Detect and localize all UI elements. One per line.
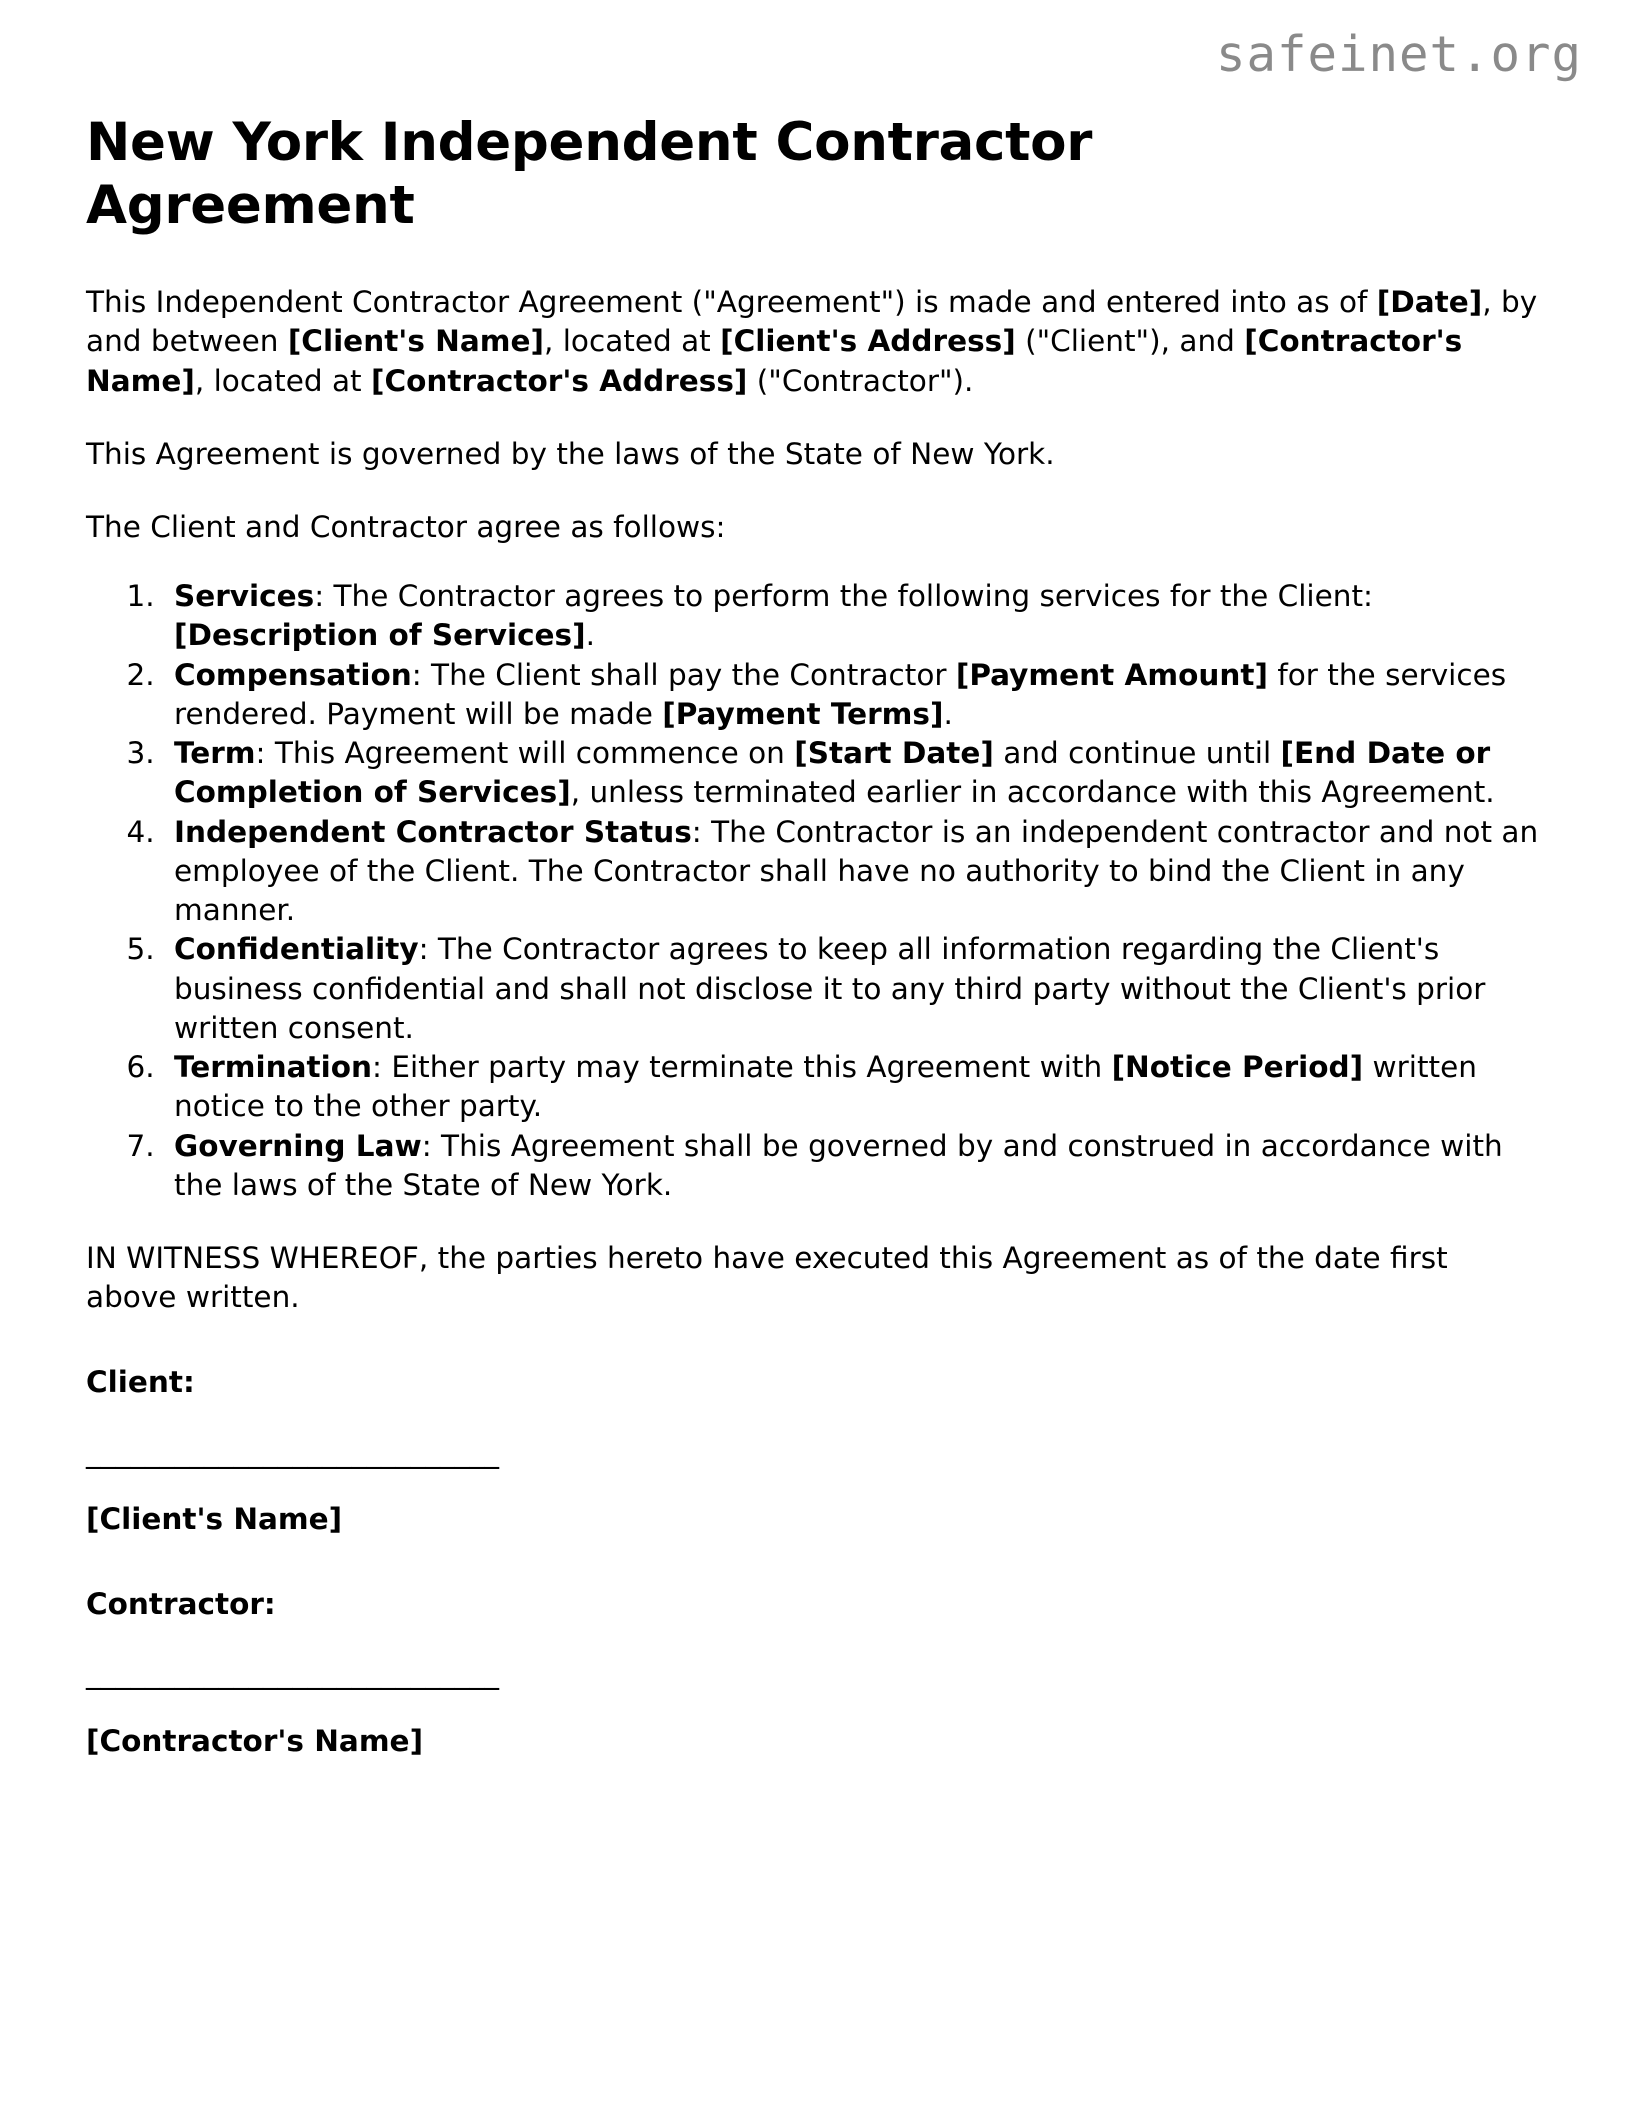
client-signature-name: [Client's Name] xyxy=(86,1501,343,1536)
clause-text-1: : The Client shall pay the Contractor xyxy=(411,657,956,692)
client-signature-line: ____________________________ xyxy=(86,1434,499,1469)
clause-item xyxy=(164,1127,1546,1205)
clause-placeholder-2: [End Date or Completion of Services] xyxy=(174,736,1491,810)
client-name-placeholder: [Client's Name] xyxy=(287,324,544,359)
contractor-signature-line: ____________________________ xyxy=(86,1656,499,1691)
clause-heading: Independent Contractor Status xyxy=(174,814,692,849)
clause-item xyxy=(164,930,1546,1048)
contractor-name-placeholder: [Contractor's Name] xyxy=(86,324,1463,398)
intro-text-3: , located at xyxy=(543,324,721,359)
clause-heading: Term xyxy=(174,736,256,771)
clause-heading: Compensation xyxy=(174,657,412,692)
clause-text-1: : The Contractor is an independent contractor and not an employee of the Client. The Contractor shall have no authority to bind the Client in any manner. xyxy=(174,814,1539,928)
clause-placeholder-1: [Description of Services] xyxy=(174,618,586,653)
clause-text-2: written notice to the other party. xyxy=(174,1050,1477,1124)
clause-text-2: for the services rendered. Payment will be made xyxy=(174,657,1507,731)
clause-placeholder-2: [Payment Terms] xyxy=(662,696,944,731)
clause-item xyxy=(164,1048,1546,1126)
clause-placeholder-1: [Start Date] xyxy=(794,736,994,771)
clause-item xyxy=(164,577,1546,655)
clause-placeholder-1: [Payment Amount] xyxy=(955,657,1268,692)
intro-text-6: ("Contractor"). xyxy=(747,363,974,398)
clause-text-3: . xyxy=(943,696,953,731)
clause-item xyxy=(164,813,1546,931)
clause-item xyxy=(164,656,1546,734)
contractor-signature-name: [Contractor's Name] xyxy=(86,1723,424,1758)
clause-heading: Termination xyxy=(174,1050,373,1085)
client-address-placeholder: [Client's Address] xyxy=(720,324,1016,359)
clause-heading: Services xyxy=(174,579,315,614)
intro-paragraph xyxy=(86,283,1546,401)
clause-text-2: and continue until xyxy=(993,736,1281,771)
intro-text-5: , located at xyxy=(194,363,371,398)
clause-text-1: : This Agreement shall be governed by and construed in accordance with the laws of the State of New York. xyxy=(174,1128,1503,1202)
site-watermark: safeinet.org xyxy=(1215,26,1582,83)
clause-text-1: : The Contractor agrees to perform the following services for the Client: xyxy=(314,579,1373,614)
clause-text-1: : This Agreement will commence on xyxy=(255,736,795,771)
clause-text-2: . xyxy=(585,618,595,653)
clause-text-1: : Either party may terminate this Agreement with xyxy=(372,1050,1112,1085)
date-placeholder: [Date] xyxy=(1376,285,1483,320)
intro-text-4: ("Client"), and xyxy=(1015,324,1245,359)
intro-text-1: This Independent Contractor Agreement ("Agreement") is made and entered into as of xyxy=(86,285,1377,320)
clause-list xyxy=(86,577,1546,1205)
clause-text-1: : The Contractor agrees to keep all information regarding the Client's business confidential and shall not disclose it to any third party without the Client's prior written consent. xyxy=(174,932,1486,1045)
page-title: New York Independent Contractor Agreement xyxy=(86,112,1093,236)
intro-text-2: , by and between xyxy=(86,285,1538,359)
client-signature-label: Client: xyxy=(86,1365,195,1400)
document-content xyxy=(86,112,1546,1761)
contractor-address-placeholder: [Contractor's Address] xyxy=(370,363,748,398)
contractor-signature-label: Contractor: xyxy=(86,1587,276,1622)
clause-heading: Confidentiality xyxy=(174,932,419,967)
clause-heading: Governing Law xyxy=(174,1128,422,1163)
governing-law-paragraph: This Agreement is governed by the laws of the State of New York. xyxy=(86,436,1055,471)
clause-item xyxy=(164,734,1546,812)
clause-placeholder-1: [Notice Period] xyxy=(1111,1050,1364,1085)
witness-paragraph: IN WITNESS WHEREOF, the parties hereto have executed this Agreement as of the date first above written. xyxy=(86,1240,1448,1315)
agree-as-follows-paragraph: The Client and Contractor agree as follows: xyxy=(86,510,726,544)
clause-text-3: , unless terminated earlier in accordance with this Agreement. xyxy=(570,775,1495,810)
